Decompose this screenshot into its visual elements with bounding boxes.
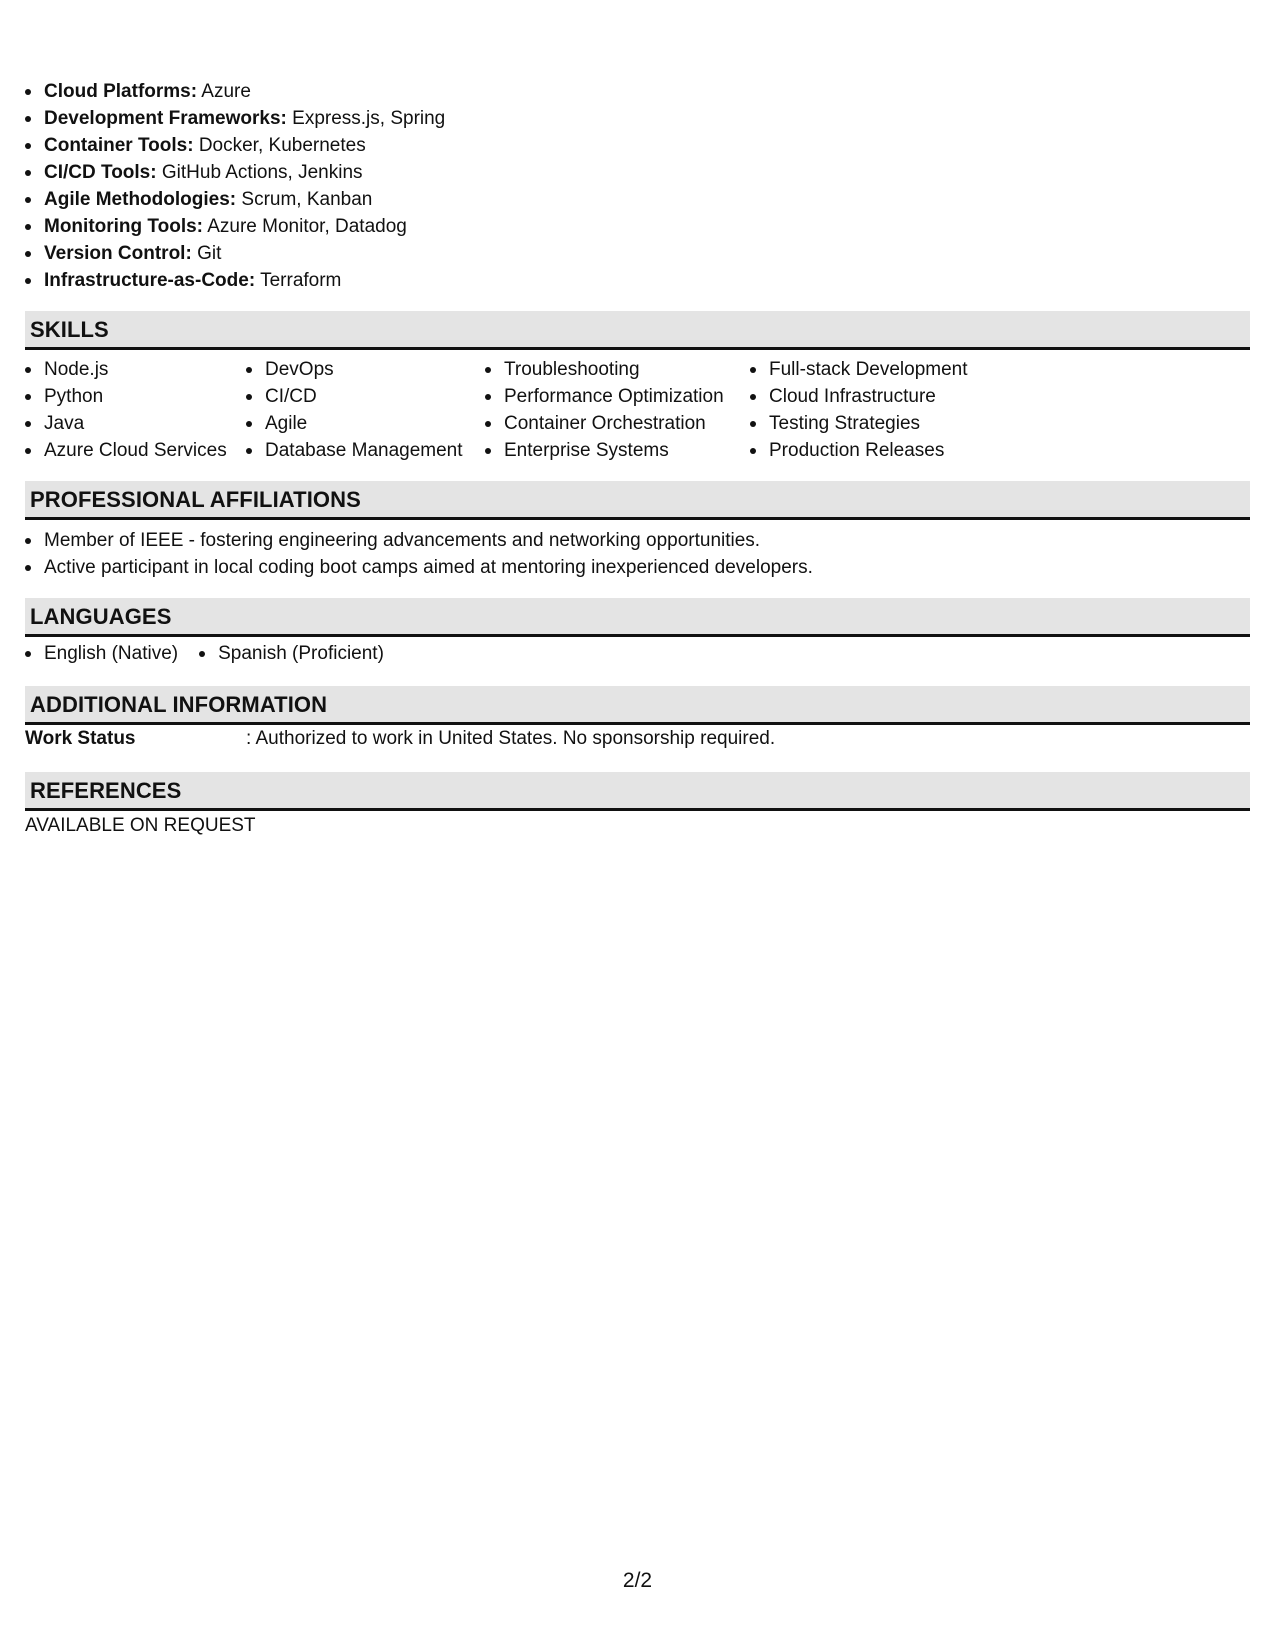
tools-item-value: Scrum, Kanban <box>241 189 373 210</box>
skill-item: Cloud Infrastructure <box>750 383 968 410</box>
tools-item-label: CI/CD Tools: <box>44 162 157 183</box>
skills-column <box>25 356 227 464</box>
tools-item-label: Agile Methodologies: <box>44 189 237 210</box>
affiliation-item: Active participant in local coding boot camps aimed at mentoring inexperienced developers. <box>25 554 813 581</box>
tools-item-value: Express.js, Spring <box>292 108 446 129</box>
tools-item-label: Container Tools: <box>44 135 194 156</box>
tools-item-monitoring-tools <box>25 213 445 240</box>
skill-item: Performance Optimization <box>485 383 724 410</box>
skill-item: Azure Cloud Services <box>25 437 227 464</box>
affiliation-item: Member of IEEE - fostering engineering advancements and networking opportunities. <box>25 527 813 554</box>
tools-item-container-tools <box>25 132 445 159</box>
additional-info-section-header <box>25 686 1250 725</box>
tools-item-value: GitHub Actions, Jenkins <box>161 162 363 183</box>
references-section-header <box>25 772 1250 811</box>
tools-item-label: Development Frameworks: <box>44 108 287 129</box>
skill-item: Enterprise Systems <box>485 437 724 464</box>
skill-item: Database Management <box>246 437 463 464</box>
language-item: English (Native) <box>25 640 178 667</box>
section-title: ADDITIONAL INFORMATION <box>30 692 328 717</box>
tools-item-infrastructure-as-code <box>25 267 445 294</box>
skills-column <box>750 356 968 464</box>
tools-item-label: Infrastructure-as-Code: <box>44 270 256 291</box>
tools-item-label: Cloud Platforms: <box>44 81 198 102</box>
page-number: 2/2 <box>622 1569 653 1592</box>
skill-item: Troubleshooting <box>485 356 724 383</box>
tools-list <box>25 78 445 294</box>
skill-item: CI/CD <box>246 383 463 410</box>
affiliations-section-header <box>25 481 1250 520</box>
references-text: AVAILABLE ON REQUEST <box>25 815 256 836</box>
skill-item: Python <box>25 383 227 410</box>
skills-column <box>485 356 724 464</box>
section-title: PROFESSIONAL AFFILIATIONS <box>30 487 361 512</box>
tools-item-development-frameworks <box>25 105 445 132</box>
skill-item: Testing Strategies <box>750 410 968 437</box>
tools-item-version-control <box>25 240 445 267</box>
tools-item-value: Azure Monitor, Datadog <box>207 216 407 237</box>
tools-item-value: Git <box>197 243 222 264</box>
skill-item: Full-stack Development <box>750 356 968 383</box>
tools-item-agile-methodologies <box>25 186 445 213</box>
section-title: SKILLS <box>30 317 109 342</box>
work-status-value: : Authorized to work in United States. No sponsorship required. <box>246 728 776 749</box>
tools-item-cicd-tools <box>25 159 445 186</box>
language-item: Spanish (Proficient) <box>199 640 384 667</box>
tools-item-cloud-platforms <box>25 78 445 105</box>
tools-item-value: Docker, Kubernetes <box>198 135 366 156</box>
skill-item: Container Orchestration <box>485 410 724 437</box>
skill-item: DevOps <box>246 356 463 383</box>
languages-list <box>25 640 405 667</box>
work-status-label: Work Status <box>25 728 136 749</box>
section-title: REFERENCES <box>30 778 182 803</box>
work-status-row <box>25 725 1250 752</box>
tools-item-value: Terraform <box>260 270 342 291</box>
tools-item-value: Azure <box>201 81 251 102</box>
section-title: LANGUAGES <box>30 604 172 629</box>
skills-section-header <box>25 311 1250 350</box>
languages-section-header <box>25 598 1250 637</box>
affiliations-list <box>25 527 813 581</box>
skill-item: Agile <box>246 410 463 437</box>
tools-item-label: Monitoring Tools: <box>44 216 203 237</box>
tools-item-label: Version Control: <box>44 243 192 264</box>
skill-item: Production Releases <box>750 437 968 464</box>
skills-column <box>246 356 463 464</box>
skill-item: Java <box>25 410 227 437</box>
skill-item: Node.js <box>25 356 227 383</box>
